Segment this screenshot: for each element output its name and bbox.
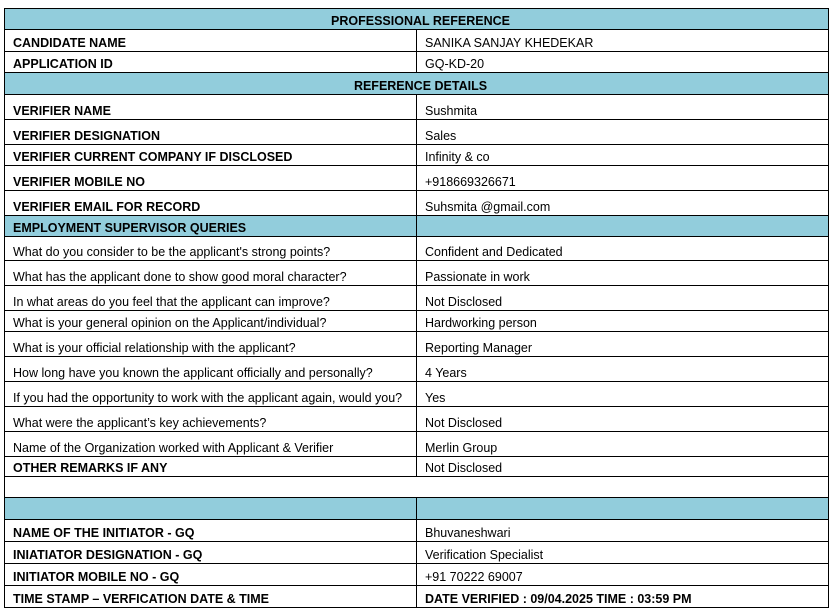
query-answer: Hardworking person xyxy=(417,311,829,332)
verifier-company-row xyxy=(5,145,829,166)
remarks-label: OTHER REMARKS IF ANY xyxy=(5,457,417,477)
verifier-mobile-label: VERIFIER MOBILE NO xyxy=(5,166,417,191)
remarks-value: Not Disclosed xyxy=(417,457,829,477)
initiator-mobile-value: +91 70222 69007 xyxy=(417,564,829,586)
query-row xyxy=(5,261,829,286)
verifier-name-label: VERIFIER NAME xyxy=(5,95,417,120)
query-question: If you had the opportunity to work with the applicant again, would you? xyxy=(5,382,417,407)
verifier-name-row xyxy=(5,95,829,120)
query-question: What has the applicant done to show good moral character? xyxy=(5,261,417,286)
query-row xyxy=(5,286,829,311)
initiator-mobile-label: INITIATOR MOBILE NO - GQ xyxy=(5,564,417,586)
title-row xyxy=(5,9,829,30)
verifier-email-row xyxy=(5,191,829,216)
timestamp-label: TIME STAMP – VERFICATION DATE & TIME xyxy=(5,586,417,608)
verifier-company-label: VERIFIER CURRENT COMPANY IF DISCLOSED xyxy=(5,145,417,166)
query-answer: Confident and Dedicated xyxy=(417,237,829,261)
query-answer: Reporting Manager xyxy=(417,332,829,357)
query-question: What is your official relationship with the applicant? xyxy=(5,332,417,357)
blank-row xyxy=(5,477,829,498)
query-row xyxy=(5,432,829,457)
reference-details-header: REFERENCE DETAILS xyxy=(5,73,829,95)
query-question: How long have you known the applicant officially and personally? xyxy=(5,357,417,382)
application-id-row xyxy=(5,52,829,73)
query-answer: Yes xyxy=(417,382,829,407)
initiator-name-label: NAME OF THE INITIATOR - GQ xyxy=(5,520,417,542)
query-answer: Merlin Group xyxy=(417,432,829,457)
queries-header-blank xyxy=(417,216,829,237)
application-id-label: APPLICATION ID xyxy=(5,52,417,73)
query-row xyxy=(5,357,829,382)
initiator-mobile-row xyxy=(5,564,829,586)
query-question: What were the applicant’s key achievements? xyxy=(5,407,417,432)
verifier-email-value: Suhsmita @gmail.com xyxy=(417,191,829,216)
query-answer: Not Disclosed xyxy=(417,286,829,311)
initiator-designation-label: INIATIATOR DESIGNATION - GQ xyxy=(5,542,417,564)
initiator-name-value: Bhuvaneshwari xyxy=(417,520,829,542)
query-answer: Not Disclosed xyxy=(417,407,829,432)
query-row xyxy=(5,382,829,407)
queries-header-row xyxy=(5,216,829,237)
queries-header: EMPLOYMENT SUPERVISOR QUERIES xyxy=(5,216,417,237)
initiator-band-row xyxy=(5,498,829,520)
candidate-name-label: CANDIDATE NAME xyxy=(5,30,417,52)
query-answer: Passionate in work xyxy=(417,261,829,286)
initiator-designation-value: Verification Specialist xyxy=(417,542,829,564)
initiator-band-left xyxy=(5,498,417,520)
initiator-name-row xyxy=(5,520,829,542)
reference-details-header-row xyxy=(5,73,829,95)
timestamp-value: DATE VERIFIED : 09/04.2025 TIME : 03:59 PM xyxy=(417,586,829,608)
document-title: PROFESSIONAL REFERENCE xyxy=(5,9,829,30)
query-row xyxy=(5,311,829,332)
verifier-mobile-row xyxy=(5,166,829,191)
query-question: What is your general opinion on the Applicant/individual? xyxy=(5,311,417,332)
query-question: Name of the Organization worked with Applicant & Verifier xyxy=(5,432,417,457)
candidate-name-value: SANIKA SANJAY KHEDEKAR xyxy=(417,30,829,52)
verifier-company-value: Infinity & co xyxy=(417,145,829,166)
query-row xyxy=(5,407,829,432)
candidate-name-row xyxy=(5,30,829,52)
remarks-row xyxy=(5,457,829,477)
verifier-name-value: Sushmita xyxy=(417,95,829,120)
verifier-email-label: VERIFIER EMAIL FOR RECORD xyxy=(5,191,417,216)
verifier-mobile-value: +918669326671 xyxy=(417,166,829,191)
query-question: What do you consider to be the applicant's strong points? xyxy=(5,237,417,261)
query-answer: 4 Years xyxy=(417,357,829,382)
application-id-value: GQ-KD-20 xyxy=(417,52,829,73)
verifier-designation-label: VERIFIER DESIGNATION xyxy=(5,120,417,145)
query-question: In what areas do you feel that the applicant can improve? xyxy=(5,286,417,311)
verifier-designation-value: Sales xyxy=(417,120,829,145)
blank-spacer xyxy=(5,477,829,498)
query-row xyxy=(5,332,829,357)
initiator-band-right xyxy=(417,498,829,520)
professional-reference-table xyxy=(4,8,829,608)
verifier-designation-row xyxy=(5,120,829,145)
timestamp-row xyxy=(5,586,829,608)
query-row xyxy=(5,237,829,261)
initiator-designation-row xyxy=(5,542,829,564)
